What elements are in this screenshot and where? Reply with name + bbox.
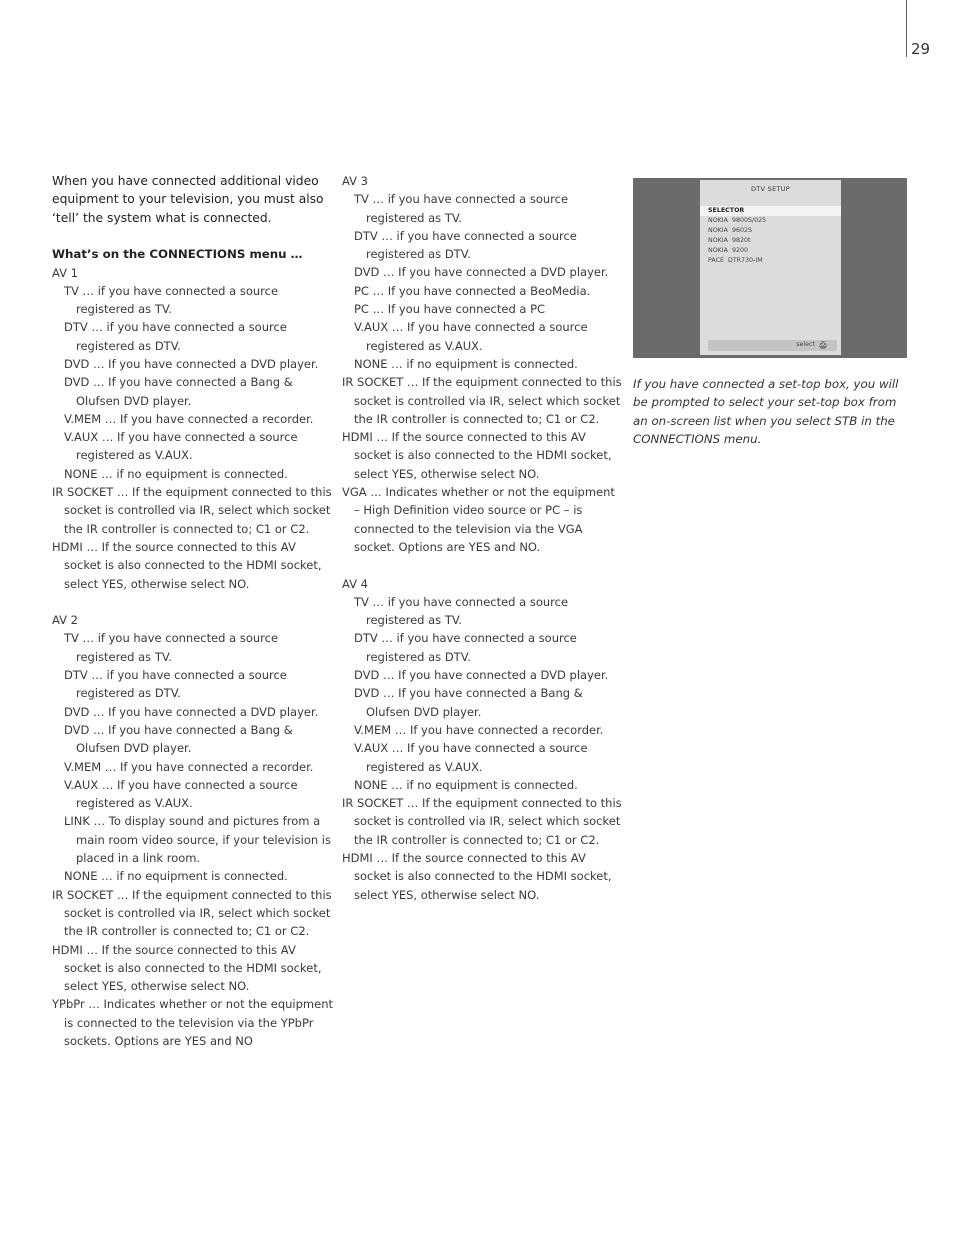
column-left	[52, 172, 334, 1050]
av3-item-vaux: V.AUX … If you have connected a source registered as V.AUX.	[354, 320, 588, 353]
av2-item-vmem: V.MEM … If you have connected a recorder.	[64, 759, 314, 774]
av2-hdmi: HDMI … If the source connected to this AV socket is also connected to the HDMI socket, select YES, otherwise select NO.	[52, 942, 322, 994]
av2-item-tv: TV … if you have connected a source registered as TV.	[64, 631, 279, 664]
av4-ir-socket: IR SOCKET … If the equipment connected to this socket is controlled via IR, select which socket the IR controller is connected to; C1 or C2.	[342, 796, 622, 847]
menu-item: NOKIA 9820t	[708, 237, 751, 244]
av3-ir-socket: IR SOCKET … If the equipment connected to this socket is controlled via IR, select which socket the IR controller is connected to; C1 or C2.	[342, 375, 622, 426]
av1-item-dvd: DVD … If you have connected a DVD player.	[64, 357, 319, 371]
go-button-icon: GO	[819, 342, 827, 348]
av4-item-dtv: DTV … if you have connected a source registered as DTV.	[354, 631, 577, 664]
section-heading: What’s on the CONNECTIONS menu …	[52, 247, 303, 262]
av2-ypbpr: YPbPr … Indicates whether or not the equipment is connected to the television via the YPbPr sockets. Options are YES and NO	[52, 997, 334, 1048]
av1-item-tv: TV … if you have connected a source registered as TV.	[64, 283, 279, 317]
av4-item-none: NONE … if no equipment is connected.	[354, 777, 578, 792]
av2-item-none: NONE … if no equipment is connected.	[64, 869, 288, 884]
av4-item-vmem: V.MEM … If you have connected a recorder.	[354, 722, 604, 737]
av4-hdmi: HDMI … If the source connected to this AV socket is also connected to the HDMI socket, select YES, otherwise select NO.	[342, 850, 612, 902]
av2-ir-socket: IR SOCKET … If the equipment connected to this socket is controlled via IR, select which socket the IR controller is connected to; C1 or C2.	[52, 887, 332, 939]
menu-title: DTV SETUP	[750, 185, 791, 193]
select-label: select	[796, 341, 815, 348]
av1-item-dvd-bo: DVD … If you have connected a Bang & Olufsen DVD player.	[64, 375, 293, 408]
av1-item-vmem: V.MEM … If you have connected a recorder.	[64, 411, 314, 426]
av3-item-dtv: DTV … if you have connected a source registered as DTV.	[354, 228, 577, 262]
av2-item-dvd-bo: DVD … If you have connected a Bang & Olufsen DVD player.	[64, 722, 293, 756]
tv-screen-illustration	[633, 178, 907, 358]
av3-vga: VGA … Indicates whether or not the equipment – High Definition video source or PC – is connected to the television via the VGA socket. Options are YES and NO.	[342, 485, 615, 554]
av4-item-dvd: DVD … If you have connected a DVD player.	[354, 668, 609, 683]
av1-ir-socket: IR SOCKET … If the equipment connected to this socket is controlled via IR, select which socket the IR controller is connected to; C1 or C2.	[52, 485, 332, 536]
av1-hdmi: HDMI … If the source connected to this AV socket is also connected to the HDMI socket, select YES, otherwise select NO.	[52, 539, 322, 591]
av1-title: AV 1	[52, 265, 78, 280]
av3-item-pc: PC … If you have connected a PC	[354, 302, 546, 317]
av1-item-dtv: DTV … if you have connected a source registered as DTV.	[64, 320, 287, 353]
av2-item-dvd: DVD … If you have connected a DVD player.	[64, 704, 319, 719]
av2-item-dtv: DTV … if you have connected a source registered as DTV.	[64, 668, 287, 701]
av3-item-pc-beomedia: PC … If you have connected a BeoMedia.	[354, 283, 591, 298]
av4-title: AV 4	[342, 576, 368, 591]
menu-item-selector: SELECTOR	[700, 206, 841, 216]
column-middle	[342, 172, 622, 904]
menu-item: NOKIA 9602S	[708, 227, 752, 234]
figure-caption: If you have connected a set-top box, you will be prompted to select your set-top box from an on-screen list when you select STB in the CONNECTIONS menu.	[633, 377, 899, 446]
av4-item-vaux: V.AUX … If you have connected a source registered as V.AUX.	[354, 741, 588, 774]
dtv-setup-menu	[700, 180, 841, 355]
av1-item-none: NONE … if no equipment is connected.	[64, 466, 288, 481]
av3-title: AV 3	[342, 174, 368, 188]
av1-item-vaux: V.AUX … If you have connected a source registered as V.AUX.	[64, 430, 298, 463]
menu-list	[700, 206, 841, 266]
intro-text: When you have connected additional video equipment to your television, you must also ‘tell’ the system what is connected.	[52, 174, 324, 225]
av3-item-tv: TV … if you have connected a source registered as TV.	[354, 192, 569, 225]
menu-footer	[708, 340, 837, 351]
menu-item: PACE DTR730-IM	[708, 257, 763, 264]
menu-item: NOKIA 9800S/025	[708, 217, 767, 224]
av4-item-tv: TV … if you have connected a source registered as TV.	[354, 594, 569, 628]
page-rule	[906, 0, 907, 57]
av3-item-none: NONE … if no equipment is connected.	[354, 356, 578, 371]
av2-item-link: LINK … To display sound and pictures from a main room video source, if your television is placed in a link room.	[64, 814, 331, 866]
av2-item-vaux: V.AUX … If you have connected a source registered as V.AUX.	[64, 777, 298, 811]
av2-title: AV 2	[52, 613, 78, 628]
av3-hdmi: HDMI … If the source connected to this AV socket is also connected to the HDMI socket, select YES, otherwise select NO.	[342, 430, 612, 481]
av4-item-dvd-bo: DVD … If you have connected a Bang & Olufsen DVD player.	[354, 686, 583, 719]
page-number: 29	[911, 40, 931, 58]
av3-item-dvd: DVD … If you have connected a DVD player.	[354, 265, 609, 280]
menu-item: NOKIA 9200	[708, 247, 748, 254]
